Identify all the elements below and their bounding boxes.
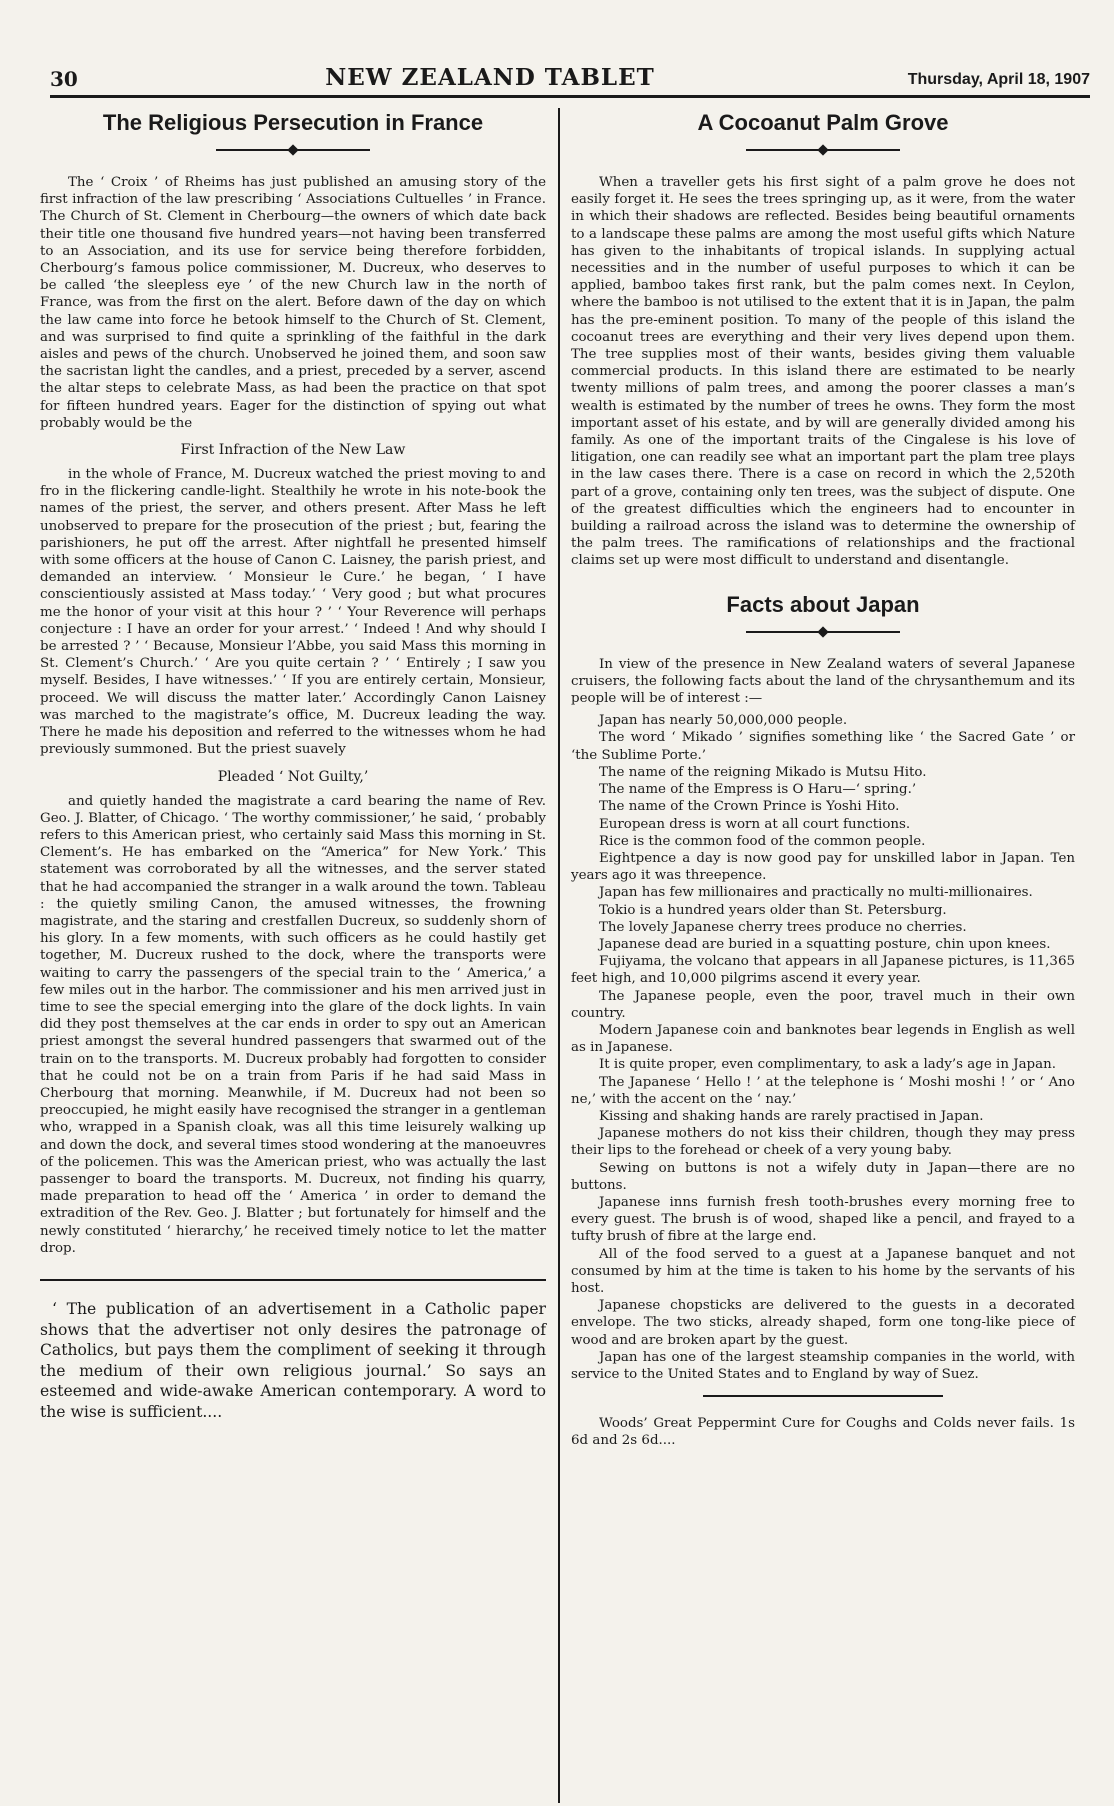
- headline-religious-persecution: The Religious Persecution in France: [102, 110, 484, 135]
- fact-item: Japan has nearly 50,000,000 people.: [599, 713, 848, 729]
- fact-item: Japan has few millionaires and practically no multi-millionaires.: [599, 885, 1033, 901]
- article-paragraph: in the whole of France, M. Ducreux watched the priest moving to and fro in the flickering candle-light. Stealthily he wrote in his note-book the names of the priest, the server, and others present. After Mass he left unobserved to prepare for the prosecution of the priest ; but, fearing the parishioners, he put off the arrest. After nightfall he presented himself with some officers at the house of Canon C. Laisney, the parish priest, and demanded an interview. ‘ Monsieur le Cure.’ he began, ‘ I have conscientiously assisted at Mass today.’ ‘ Very good ; but what procures me the honor of your visit at this hour ? ’ ‘ Your Reverence will perhaps conjecture : I have an order for your arrest.’ ‘ Indeed ! And why should I be arrested ? ’ ‘ Because, Monsieur l’Abbe, you said Mass this morning in St. Clement’s Church.’ ‘ Are you quite certain ? ’ ‘ Entirely ; I saw you myself. Besides, I have witnesses.’ ‘ If you are entirely certain, Monsieur, proceed. We will discuss the matter later.’ Accordingly Canon Laisney was marched to the magistrate’s office, M. Ducreux leading the way. There he made his deposition and referred to the witnesses whom he had previously summoned. But the priest suavely: [40, 467, 546, 758]
- ornament-divider: [40, 142, 546, 158]
- pull-quote-advertisement: ‘ The publication of an advertisement in a Catholic paper shows that the advertiser not only desires the patronage of Catholics, but pays them the compliment of seeking it through the medium of their own religious journal.’ So says an esteemed and wide-awake American contemporary. A word to the wise is sufficient....: [40, 1299, 546, 1421]
- masthead: [50, 55, 1090, 98]
- article-subhead: Pleaded ‘ Not Guilty,’: [217, 768, 369, 785]
- fact-item: European dress is worn at all court functions.: [599, 816, 911, 832]
- article-subhead: First Infraction of the New Law: [180, 442, 406, 459]
- issue-date: Thursday, April 18, 1907: [907, 71, 1090, 88]
- fact-item: It is quite proper, even complimentary, to ask a lady’s age in Japan.: [599, 1057, 1056, 1073]
- facts-intro: In view of the presence in New Zealand waters of several Japanese cruisers, the following facts about the land of the chrysanthemum and its people will be of interest :—: [571, 656, 1075, 707]
- right-column: [571, 110, 1075, 1450]
- fact-item: Japanese chopsticks are delivered to the guests in a decorated envelope. The two sticks, already shaped, form one tong-like piece of wood and are broken apart by the guest.: [571, 1298, 1075, 1348]
- section-rule: [703, 1395, 943, 1397]
- fact-item: Modern Japanese coin and banknotes bear legends in English as well as in Japanese.: [571, 1022, 1075, 1056]
- left-column: [40, 110, 546, 1423]
- fact-item: Japanese inns furnish fresh tooth-brushes every morning free to every guest. The brush is of wood, shaped like a pencil, and frayed to a tufty brush of fibre at the large end.: [571, 1194, 1075, 1245]
- fact-item: Fujiyama, the volcano that appears in all Japanese pictures, is 11,365 feet high, and 10,000 pilgrims ascend it every year.: [571, 954, 1075, 987]
- fact-item: The name of the Crown Prince is Yoshi Hito.: [599, 799, 900, 815]
- fact-item: Kissing and shaking hands are rarely practised in Japan.: [599, 1108, 984, 1124]
- fact-item: Rice is the common food of the common people.: [599, 833, 926, 849]
- ornament-divider: [571, 142, 1075, 158]
- fact-item: Sewing on buttons is not a wifely duty in Japan—there are no buttons.: [571, 1160, 1075, 1193]
- fact-item: The Japanese ‘ Hello ! ’ at the telephone is ‘ Moshi moshi ! ’ or ‘ Ano ne,’ with the accent on the ‘ nay.’: [571, 1074, 1075, 1107]
- facts-list: [571, 656, 1075, 1384]
- page-number: 30: [50, 67, 78, 91]
- article-paragraph: When a traveller gets his first sight of a palm grove he does not easily forget it. He sees the trees springing up, as it were, from the water in which their shadows are reflected. Besides being beautiful ornaments to a landscape these palms are among the most useful gifts which Nature has given to the inhabitants of tropical islands. In supplying actual necessities and in the number of useful purposes to which it can be applied, bamboo takes first rank, but the palm comes next. In Ceylon, where the bamboo is not utilised to the extent that it is in Japan, the palm has the pre-eminent position. To many of the people of this island the cocoanut trees are everything and their very lives depend upon them. The tree supplies most of their wants, besides giving them valuable commercial products. In this island there are estimated to be nearly twenty millions of palm trees, and among the poorer classes a man’s wealth is estimated by the number of trees he owns. They form the most important asset of his estate, and by will are generally divided among his family. As one of the important traits of the Cingalese is his love of litigation, one can readily see what an important part the plam tree plays in the law cases there. There is a case on record in which the 2,520th part of a grove, containing only ten trees, was the subject of dispute. One of the greatest difficulties which the engineers had to encounter in building a railroad across the island was to determine the ownership of the palm trees. The ramifications of relationships and the fractional claims set up were most difficult to understand and disentangle.: [571, 175, 1075, 569]
- paper-title: NEW ZEALAND TABLET: [325, 64, 655, 91]
- fact-item: Japanese mothers do not kiss their children, though they may press their lips to the forehead or cheek of a very young baby.: [571, 1126, 1075, 1159]
- column-divider: [558, 108, 560, 1803]
- fact-item: Japan has one of the largest steamship companies in the world, with service to the United States and to England by way of Suez.: [571, 1349, 1075, 1382]
- fact-item: The lovely Japanese cherry trees produce no cherries.: [599, 919, 967, 935]
- article-paragraph: and quietly handed the magistrate a card bearing the name of Rev. Geo. J. Blatter, of Chicago. ‘ The worthy commissioner,’ he said, ‘ probably refers to this American priest, who certainly said Mass this morning in St. Clement’s. He has embarked on the “America” for New York.’ This statement was corroborated by all the witnesses, and the server stated that he had accompanied the stranger in a walk around the town. Tableau : the quietly smiling Canon, the amused witnesses, the frowning magistrate, and the staring and crestfallen Ducreux, so suddenly shorn of his glory. In a few moments, with such officers as he could hastily get together, M. Ducreux rushed to the dock, where the transports were waiting to carry the passengers of the special train to the ‘ America,’ a few miles out in the harbor. The commissioner and his men arrived just in time to see the special emerging into the glare of the dock lights. In vain did they post themselves at the car ends in order to spy out an American priest amongst the several hundred passengers that swarmed out of the train on to the transports. M. Ducreux probably had forgotten to consider that he could not be on a train from Paris if he had said Mass in Cherbourg that morning. Meanwhile, if M. Ducreux had not been so preoccupied, he might easily have recognised the stranger in a gentleman who, wrapped in a Spanish cloak, was all this time leisurely walking up and down the dock, and several times stood wondering at the manoeuvres of the policemen. This was the American priest, who was actually the last passenger to board the transports. M. Ducreux, not finding his quarry, made preparation to head off the ‘ America ’ in order to demand the extradition of the Rev. Geo. J. Blatter ; but fortunately for himself and the newly constituted ‘ hierarchy,’ he received timely notice to let the matter drop.: [40, 793, 546, 1256]
- headline-cocoanut-palm-grove: A Cocoanut Palm Grove: [697, 110, 949, 135]
- fact-item: The word ‘ Mikado ’ signifies something like ‘ the Sacred Gate ’ or ‘the Sublime Porte.’: [571, 730, 1075, 763]
- section-rule: [40, 1279, 546, 1281]
- ornament-divider: [571, 624, 1075, 640]
- fact-item: The name of the Empress is O Haru—‘ spring.’: [599, 782, 917, 798]
- fact-item: Japanese dead are buried in a squatting posture, chin upon knees.: [599, 936, 1051, 952]
- advertisement-woods-cure: Woods’ Great Peppermint Cure for Coughs and Colds never fails. 1s 6d and 2s 6d....: [571, 1416, 1075, 1449]
- fact-item: All of the food served to a guest at a Japanese banquet and not consumed by him at the time is taken to his home by the servants of his host.: [571, 1246, 1075, 1296]
- fact-item: The name of the reigning Mikado is Mutsu Hito.: [599, 764, 927, 780]
- fact-item: Eightpence a day is now good pay for unskilled labor in Japan. Ten years ago it was threepence.: [571, 850, 1075, 884]
- article-paragraph: The ‘ Croix ’ of Rheims has just published an amusing story of the first infraction of the law prescribing ‘ Associations Cultuelles ’ in France. The Church of St. Clement in Cherbourg—the owners of which date back their title one thousand five hundred years—not having been transferred to an Association, and its use for service being therefore forbidden, Cherbourg’s famous police commissioner, M. Ducreux, who deserves to be called ‘the sleepless eye ’ of the new Church law in the north of France, was from the first on the alert. Before dawn of the day on which the law came into force he betook himself to the Church of St. Clement, and was surprised to find quite a sprinkling of the faithful in the dark aisles and pews of the church. Unobserved he joined them, and soon saw the sacristan light the candles, and a priest, preceded by a server, ascend the altar steps to celebrate Mass, as had been the practice on that spot for fifteen hundred years. Eager for the distinction of spying out what probably would be the: [40, 175, 546, 431]
- fact-item: The Japanese people, even the poor, travel much in their own country.: [571, 988, 1075, 1021]
- fact-item: Tokio is a hundred years older than St. Petersburg.: [599, 902, 947, 918]
- headline-facts-about-japan: Facts about Japan: [726, 591, 920, 617]
